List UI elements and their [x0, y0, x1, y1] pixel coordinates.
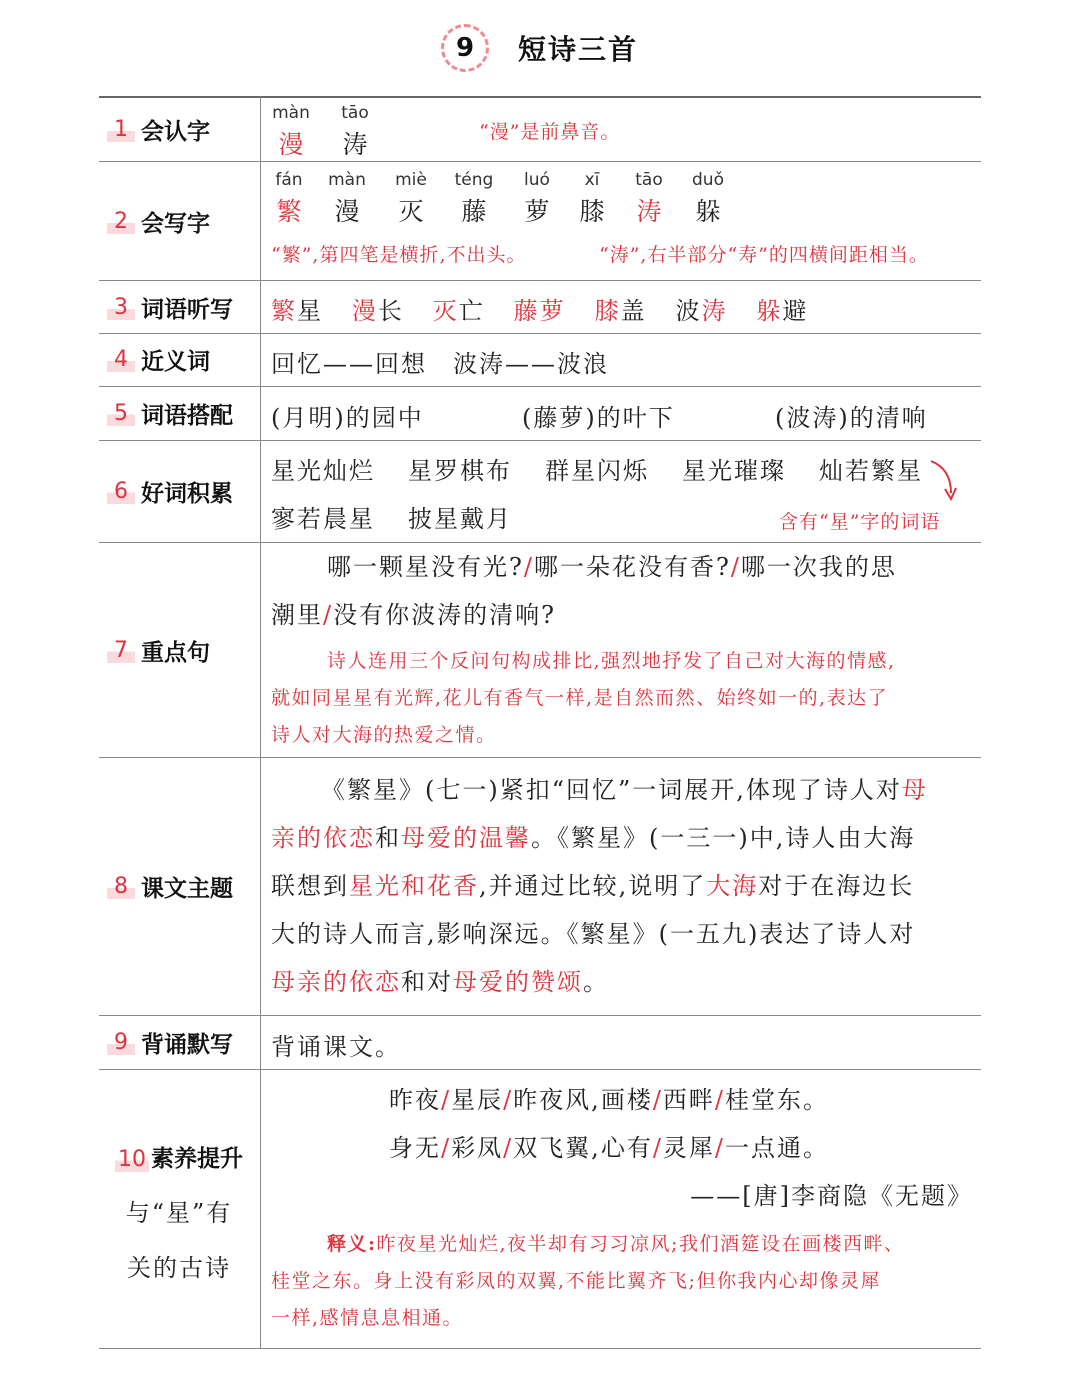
pinyin: tāo	[635, 170, 663, 190]
hanzi: 躲	[695, 197, 721, 226]
collocation: (月明)的园中	[271, 404, 424, 432]
sentence-analysis: 诗人连用三个反问句构成排比,强烈地抒发了自己对大海的情感, 就如同星星有光辉,花儿有香气一样,是自然而然、始终如一的,表达了 诗人对大海的热爱之情。	[271, 650, 896, 746]
char-card	[567, 170, 617, 228]
row-title: 词语搭配	[141, 403, 233, 429]
row-enrichment	[99, 1070, 981, 1348]
row-number: 10	[115, 1147, 149, 1172]
row-number: 9	[107, 1030, 135, 1055]
pronunciation-note: “漫”是前鼻音。	[479, 121, 621, 143]
char-card	[683, 170, 733, 228]
word: 藤萝	[513, 297, 566, 325]
word: 躲避	[756, 297, 809, 325]
hanzi: 涛	[342, 130, 368, 159]
row-title: 会写字	[141, 210, 210, 237]
word: 漫长	[351, 297, 404, 325]
word-item: 星光璀璨	[682, 457, 786, 485]
row-label	[99, 162, 259, 280]
poem-line: 身无/彩凤/双飞翼,心有/灵犀/一点通。	[389, 1134, 830, 1162]
hanzi: 灭	[398, 197, 424, 226]
stroke-note: “繁”,第四笔是横折,不出头。	[271, 244, 527, 266]
row-collocations	[99, 387, 981, 440]
char-card	[271, 103, 311, 161]
row-label	[99, 281, 259, 333]
pinyin: miè	[395, 170, 427, 190]
row-title: 背诵默写	[141, 1031, 233, 1058]
row-number: 4	[107, 347, 135, 372]
lesson-header	[0, 18, 1080, 80]
row-number: 1	[107, 117, 135, 142]
row-theme	[99, 758, 981, 1015]
row-number: 5	[107, 401, 135, 426]
hanzi: 繁	[276, 197, 302, 226]
word-item: 群星闪烁	[545, 457, 649, 485]
row-subtitle: 与“星”有	[125, 1199, 233, 1227]
word: 膝盖	[594, 297, 647, 325]
synonym-pairs: 回忆——回想 波涛——波浪	[271, 350, 609, 378]
row-label	[99, 441, 259, 542]
char-card	[264, 170, 314, 228]
row-write-chars	[99, 162, 981, 280]
pinyin: tāo	[341, 103, 369, 123]
row-synonyms	[99, 334, 981, 385]
pinyin: xī	[584, 170, 600, 190]
row-label	[99, 543, 259, 757]
row-good-words	[99, 441, 981, 542]
dictation-words	[271, 291, 808, 326]
row-title: 近义词	[141, 349, 210, 375]
stroke-note: “涛”,右半部分“寿”的四横间距相当。	[599, 244, 929, 266]
row-label	[99, 387, 259, 440]
pinyin: màn	[272, 103, 310, 123]
row-title: 课文主题	[141, 876, 233, 902]
row-label	[99, 334, 259, 385]
row-title: 重点句	[141, 639, 210, 666]
char-card	[624, 170, 674, 228]
pinyin: màn	[328, 170, 366, 190]
row-label	[99, 758, 259, 1015]
lesson-title: 短诗三首	[518, 33, 639, 66]
hanzi: 膝	[579, 197, 605, 226]
row-title: 素养提升	[151, 1146, 243, 1172]
word-note: 含有“星”字的词语	[779, 511, 941, 533]
collocation: (藤萝)的叶下	[522, 404, 675, 432]
row-number: 2	[107, 209, 135, 234]
word-item: 灿若繁星	[819, 457, 923, 485]
theme-text: 《繁星》(七一)紧扣“回忆”一词展开,体现了诗人对母 亲的依恋和母爱的温馨。《繁星》(一三一)中,诗人由大海 联想到星光和花香,并通过比较,说明了大海对于在海边长 大的诗人而言,影响深远。《繁星》(一五九)表达了诗人对 母亲的依恋和对母爱的赞颂。	[271, 776, 928, 996]
row-label	[99, 1140, 259, 1283]
row-subtitle: 关的古诗	[127, 1254, 231, 1282]
char-card	[449, 170, 499, 228]
word-item: 披星戴月	[408, 505, 512, 533]
pinyin: duǒ	[692, 170, 724, 190]
hanzi: 漫	[334, 197, 360, 226]
key-sentence: 哪一颗星没有光?/哪一朵花没有香?/哪一次我的思 潮里/没有你波涛的清响?	[271, 553, 897, 629]
pinyin: luó	[524, 170, 550, 190]
poem-attribution: ——[唐]李商隐《无题》	[690, 1182, 973, 1210]
table-bottom-rule	[99, 1348, 981, 1349]
row-key-sentence	[99, 543, 981, 757]
row-number: 3	[107, 295, 135, 320]
row-dictation	[99, 281, 981, 333]
row-title: 好词积累	[141, 481, 233, 507]
word-item: 寥若晨星	[271, 505, 375, 533]
row-number: 7	[107, 638, 135, 663]
lesson-number-badge: 9	[441, 24, 489, 72]
poem-explanation: 释义:昨夜星光灿烂,夜半却有习习凉风;我们酒筵设在画楼西畔、 桂堂之东。身上没有彩凤的双翼,不能比翼齐飞;但你我内心却像灵犀 一样,感情息息相通。	[271, 1233, 905, 1329]
row-recognize-chars	[99, 97, 981, 161]
char-card	[386, 170, 436, 228]
word-item: 星罗棋布	[408, 457, 512, 485]
row-title: 词语听写	[141, 296, 233, 323]
word: 灭亡	[432, 297, 485, 325]
row-label	[99, 1016, 259, 1068]
hanzi: 藤	[461, 197, 487, 226]
word: 繁星	[271, 297, 323, 325]
hanzi: 萝	[524, 197, 550, 226]
hanzi: 漫	[278, 130, 304, 159]
row-title: 会认字	[141, 118, 210, 145]
curved-arrow-icon	[929, 457, 959, 503]
poem-line: 昨夜/星辰/昨夜风,画楼/西畔/桂堂东。	[389, 1086, 830, 1114]
collocation: (波涛)的清响	[775, 404, 928, 432]
word: 波涛	[675, 297, 728, 325]
row-label	[99, 97, 259, 161]
word-item: 星光灿烂	[271, 457, 375, 485]
row-recite	[99, 1016, 981, 1068]
row-number: 6	[107, 479, 135, 504]
row-number: 8	[107, 874, 135, 899]
char-card	[335, 103, 375, 161]
recite-text: 背诵课文。	[271, 1033, 401, 1061]
char-card	[512, 170, 562, 228]
hanzi: 涛	[636, 197, 662, 226]
char-card	[322, 170, 372, 228]
poem	[271, 1076, 973, 1220]
pinyin: fán	[275, 170, 303, 190]
pinyin: téng	[454, 170, 494, 190]
